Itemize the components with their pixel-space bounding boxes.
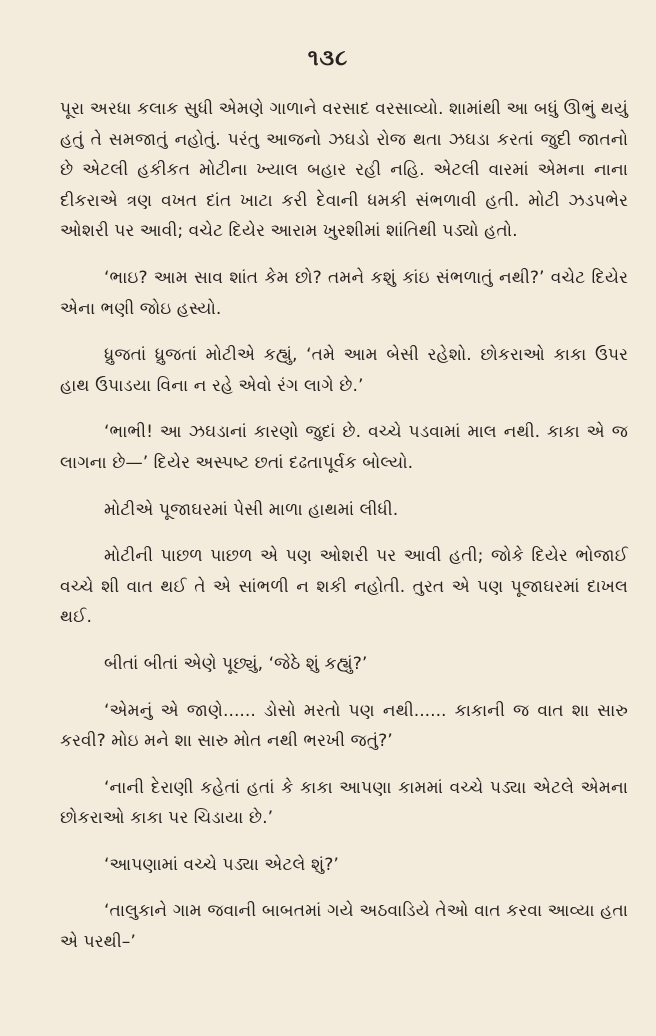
- paragraph-11: ‘તાલુકાને ગામ જવાની બાબતમાં ગયે અઠવાડિયે તેઓ વાત કરવા આવ્યા હતા એ પરથી–’: [60, 901, 628, 953]
- paragraph-5: મોટીએ પૂજાઘરમાં પેસી માળા હાથમાં લીધી.: [104, 499, 399, 520]
- paragraph-4: ‘ભાભી! આ ઝઘડાનાં કારણો જુદાં છે. વચ્ચે પડવામાં માલ નથી. કાકા એ જ લાગના છે—’ દિયેર અસ્પષ્ટ છતાં દઢતાપૂર્વક બોલ્યો.: [60, 422, 628, 473]
- page-number: ૧૩૮: [307, 46, 349, 71]
- paragraph-2: ‘ભાઇ? આમ સાવ શાંત કેમ છો? તમને કશું કાંઇ સંભળાતું નથી?’ વચેટ દિયેર એના ભણી જોઇ હસ્યો.: [60, 267, 628, 319]
- body-text: [60, 94, 628, 974]
- paragraph-6: મોટીની પાછળ પાછળ એ પણ ઓશરી પર આવી હતી; જોકે દિયેર ભોજાઈ વચ્ચે શી વાત થઈ તે એ સાંભળી ન શકી નહોતી. તુરત એ પણ પૂજાઘરમાં દાખલ થઈ.: [60, 546, 628, 628]
- paragraph-3: ધ્રુજતાં ધ્રુજતાં મોટીએ કહ્યું, ‘તમે આમ બેસી રહેશો. છોકરાઓ કાકા ઉપર હાથ ઉપાડયા વિના ન રહે એવો રંગ લાગે છે.’: [60, 345, 628, 396]
- paragraph-7: બીતાં બીતાં એણે પૂછ્યું, ‘જેઠે શું કહ્યું?’: [104, 653, 368, 674]
- paragraph-8: ‘એમનું એ જાણે...... ડોસો મરતો પણ નથી...... કાકાની જ વાત શા સારુ કરવી? મોઇ મને શા સારુ મોત નથી ભરખી જતું?’: [60, 700, 628, 752]
- paragraph-9: ‘નાની દેરાણી કહેતાં હતાં કે કાકા આપણા કામમાં વચ્ચે પડ્યા એટલે એમના છોકરાઓ કાકા પર ચિડાયા છે.’: [60, 777, 628, 829]
- paragraph-10: ‘આપણામાં વચ્ચે પડ્યા એટલે શું?’: [104, 854, 339, 875]
- paragraph-1: પૂરા અરધા કલાક સુધી એમણે ગાળાને વરસાદ વરસાવ્યો. શામાંથી આ બધું ઊભું થયું હતું તે સમજાતું નહોતું. પરંતુ આજનો ઝઘડો રોજ થતા ઝઘડા કરતાં જુદી જાતનો છે એટલી હકીકત મોટીના ખ્યાલ બહાર રહી નહિ. એટલી વારમાં એમના નાના દીકરાએ ત્રણ વખત દાંત ખાટા કરી દેવાની ધમકી સંભળાવી હતી. મોટી ઝડપભેર ઓશરી પર આવી; વચેટ દિયેર આરામ ખુરશીમાં શાંતિથી પડ્યો હતો.: [60, 99, 628, 242]
